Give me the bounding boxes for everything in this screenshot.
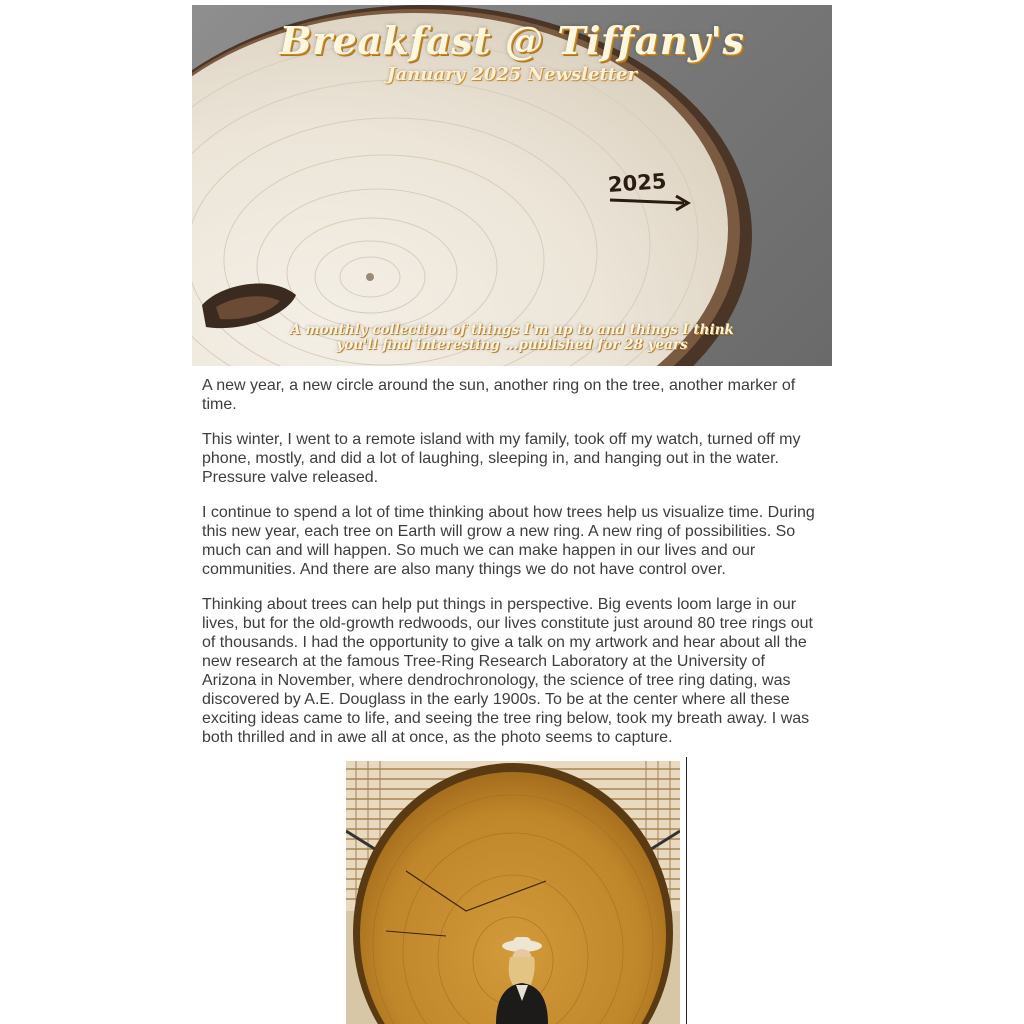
body-paragraph: A new year, a new circle around the sun, another ring on the tree, another marker of time. [202, 377, 796, 413]
tree-ring-photo [346, 757, 687, 1024]
tagline-line-2: you'll find interesting ...published for 28 years [336, 337, 688, 353]
newsletter-body [192, 366, 832, 747]
header-banner [192, 5, 832, 366]
body-paragraph: This winter, I went to a remote island with my family, took off my watch, turned off my phone, mostly, and did a lot of laughing, sleeping in, and hanging out in the water. Pressure valve released. [202, 431, 801, 486]
body-paragraph: Thinking about trees can help put things in perspective. Big events loom large in our lives, but for the old-growth redwoods, our lives constitute just around 80 tree rings out of thousands. I had the opportunity to give a talk on my artwork and hear about all the new research at the famous Tree-Ring Research Laboratory at the University of Arizona in November, where dendrochronology, the science of tree ring dating, was discovered by A.E. Douglass in the early 1900s. To be at the center where all these exciting ideas came to life, and seeing the tree ring below, took my breath away. I was both thrilled and in awe all at once, as the photo seems to capture. [202, 596, 813, 746]
tagline-line-1: A monthly collection of things I'm up to and things I think [290, 322, 734, 338]
newsletter-email [192, 5, 832, 763]
newsletter-subtitle: January 2025 Newsletter [387, 64, 637, 85]
newsletter-title: Breakfast @ Tiffany's [279, 18, 745, 63]
body-paragraph: I continue to spend a lot of time thinking about how trees help us visualize time. During this new year, each tree on Earth will grow a new ring. A new ring of possibilities. So much can and will happen. So much we can make happen in our lives and our communities. And there are also many things we do not have control over. [202, 504, 815, 578]
redwood-slice-photo [346, 761, 680, 1024]
newsletter-tagline [192, 323, 832, 353]
photo-border [686, 757, 687, 1024]
year-burn-mark: 2025 [607, 168, 668, 198]
